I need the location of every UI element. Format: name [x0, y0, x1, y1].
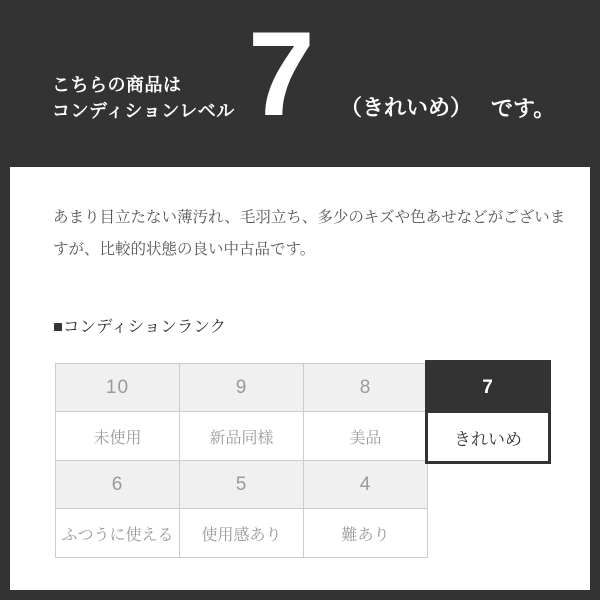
condition-banner-header [0, 0, 600, 167]
rank-table-row-2 [55, 460, 550, 558]
rank-cell-6 [55, 460, 180, 558]
rank-cell-10 [55, 363, 180, 461]
rank-label: 美品 [304, 412, 427, 460]
selected-rank-score: 7 [428, 363, 548, 413]
condition-rank-heading: ■コンディションランク [53, 318, 226, 336]
rank-cell-4 [303, 460, 428, 558]
rank-cell-5 [179, 460, 304, 558]
condition-rank-table [55, 363, 550, 558]
condition-level-number: 7 [248, 7, 315, 141]
condition-level-name: （きれいめ） [340, 95, 473, 120]
rank-score: 9 [180, 364, 303, 412]
condition-intro-text [52, 72, 235, 124]
rank-label: 未使用 [56, 412, 179, 460]
rank-label: 使用感あり [180, 509, 303, 557]
rank-score: 5 [180, 461, 303, 509]
rank-label: 新品同様 [180, 412, 303, 460]
rank-cell-9 [179, 363, 304, 461]
rank-empty-slot [427, 460, 550, 558]
condition-intro-line1: こちらの商品は [52, 75, 182, 95]
selected-rank-label: きれいめ [428, 413, 548, 461]
rank-cell-8 [303, 363, 428, 461]
rank-score: 4 [304, 461, 427, 509]
content-panel [10, 167, 590, 590]
rank-label: 難あり [304, 509, 427, 557]
condition-intro-line2: コンディションレベル [52, 101, 235, 121]
rank-cell-7-selected [425, 360, 551, 464]
rank-table-row-1 [55, 363, 550, 461]
condition-description: あまり目立たない薄汚れ、毛羽立ち、多少のキズや色あせなどがございますが、比較的状態の良い中古品です。 [53, 209, 566, 258]
rank-score: 6 [56, 461, 179, 509]
rank-score: 10 [56, 364, 179, 412]
rank-label: ふつうに使える [56, 509, 179, 557]
condition-suffix: です。 [491, 96, 556, 121]
rank-score: 8 [304, 364, 427, 412]
